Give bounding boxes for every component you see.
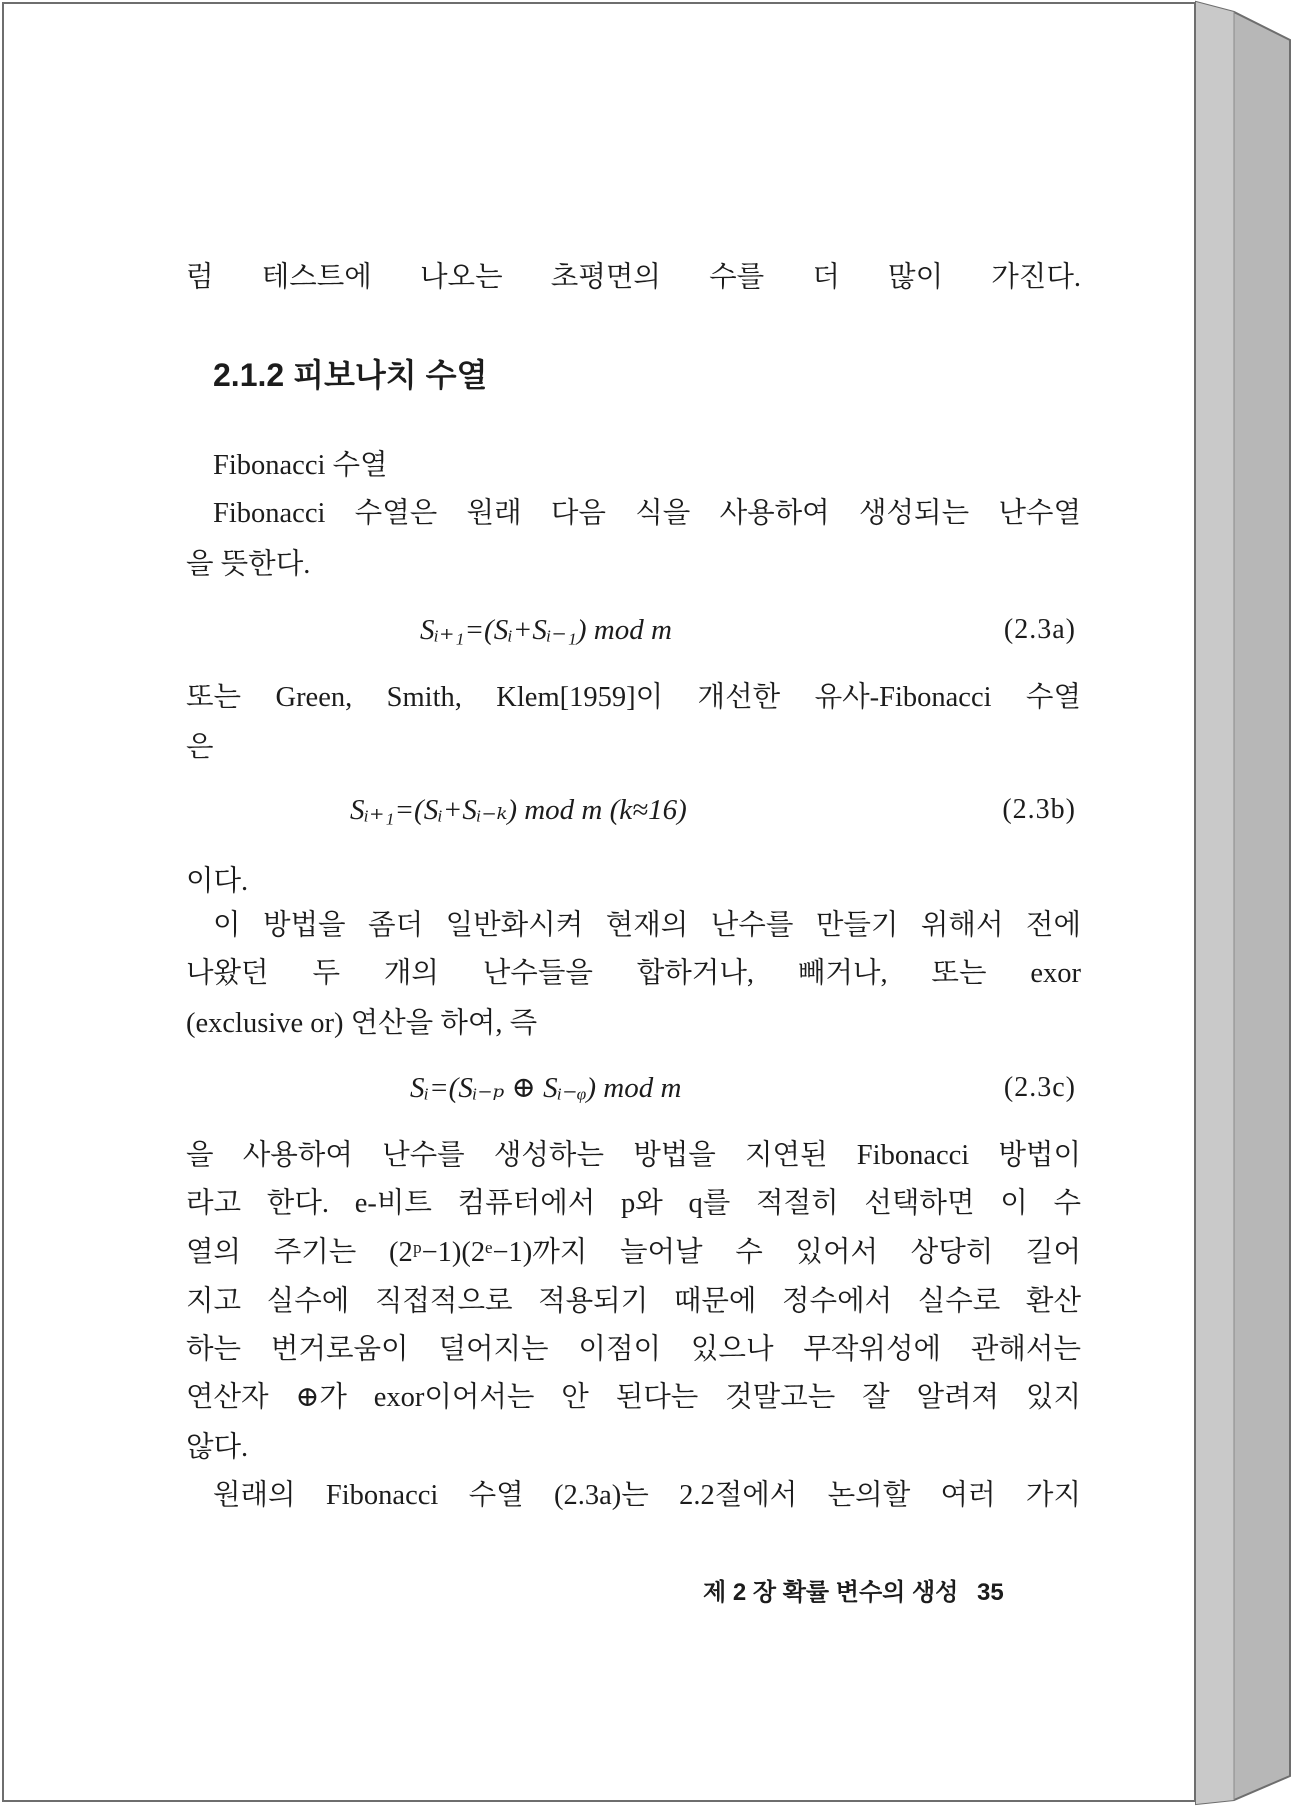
- section-heading: 2.1.2 피보나치 수열: [213, 357, 488, 393]
- text-line-7: 이다.: [186, 866, 249, 897]
- text-line-11: 을 사용하여 난수를 생성하는 방법을 지연된 Fibonacci 방법이: [186, 1140, 1081, 1171]
- text-line-9: 나왔던 두 개의 난수들을 합하거나, 빼거나, 또는 exor: [186, 958, 1081, 989]
- text-line-10: (exclusive or) 연산을 하여, 즉: [186, 1008, 538, 1039]
- text-line-4: 을 뜻한다.: [186, 549, 311, 580]
- text-line-6: 은: [186, 732, 214, 763]
- equation-number-2-3c: (2.3c): [1003, 1072, 1076, 1103]
- page-number: 35: [977, 1579, 1004, 1606]
- text-line-12: 라고 한다. e-비트 컴퓨터에서 p와 q를 적절히 선택하면 이 수: [186, 1188, 1081, 1219]
- equation-2-3a: Sᵢ₊₁=(Sᵢ+Sᵢ₋₁) mod m: [420, 614, 672, 646]
- text-line-1: 럼 테스트에 나오는 초평면의 수를 더 많이 가진다.: [186, 262, 1081, 293]
- footer-chapter-title: 제 2 장 확률 변수의 생성: [703, 1579, 959, 1606]
- equation-number-2-3a: (2.3a): [1003, 614, 1076, 645]
- page-footer: [703, 1572, 1004, 1607]
- text-line-13: 열의 주기는 (2ᵖ−1)(2ᵉ−1)까지 늘어날 수 있어서 상당히 길어: [186, 1237, 1081, 1268]
- text-line-15: 하는 번거로움이 덜어지는 이점이 있으나 무작위성에 관해서는: [186, 1334, 1081, 1365]
- text-line-3: Fibonacci 수열은 원래 다음 식을 사용하여 생성되는 난수열: [213, 498, 1081, 529]
- equation-2-3b: Sᵢ₊₁=(Sᵢ+Sᵢ₋ₖ) mod m (k≈16): [350, 794, 687, 826]
- equation-number-2-3b: (2.3b): [1002, 794, 1076, 825]
- text-line-18: 원래의 Fibonacci 수열 (2.3a)는 2.2절에서 논의할 여러 가지: [213, 1480, 1081, 1511]
- equation-2-3c: Sᵢ=(Sᵢ₋ₚ ⊕ Sᵢ₋ᵩ) mod m: [410, 1072, 682, 1104]
- text-line-14: 지고 실수에 직접적으로 적용되기 때문에 정수에서 실수로 환산: [186, 1286, 1081, 1317]
- text-line-8: 이 방법을 좀더 일반화시켜 현재의 난수를 만들기 위해서 전에: [213, 910, 1081, 941]
- text-line-17: 않다.: [186, 1432, 249, 1463]
- text-line-5: 또는 Green, Smith, Klem[1959]이 개선한 유사-Fibonacci 수열: [186, 682, 1081, 713]
- text-line-16: 연산자 ⊕가 exor이어서는 안 된다는 것말고는 잘 알려져 있지: [186, 1382, 1081, 1413]
- subheading-fibonacci: Fibonacci 수열: [213, 450, 388, 481]
